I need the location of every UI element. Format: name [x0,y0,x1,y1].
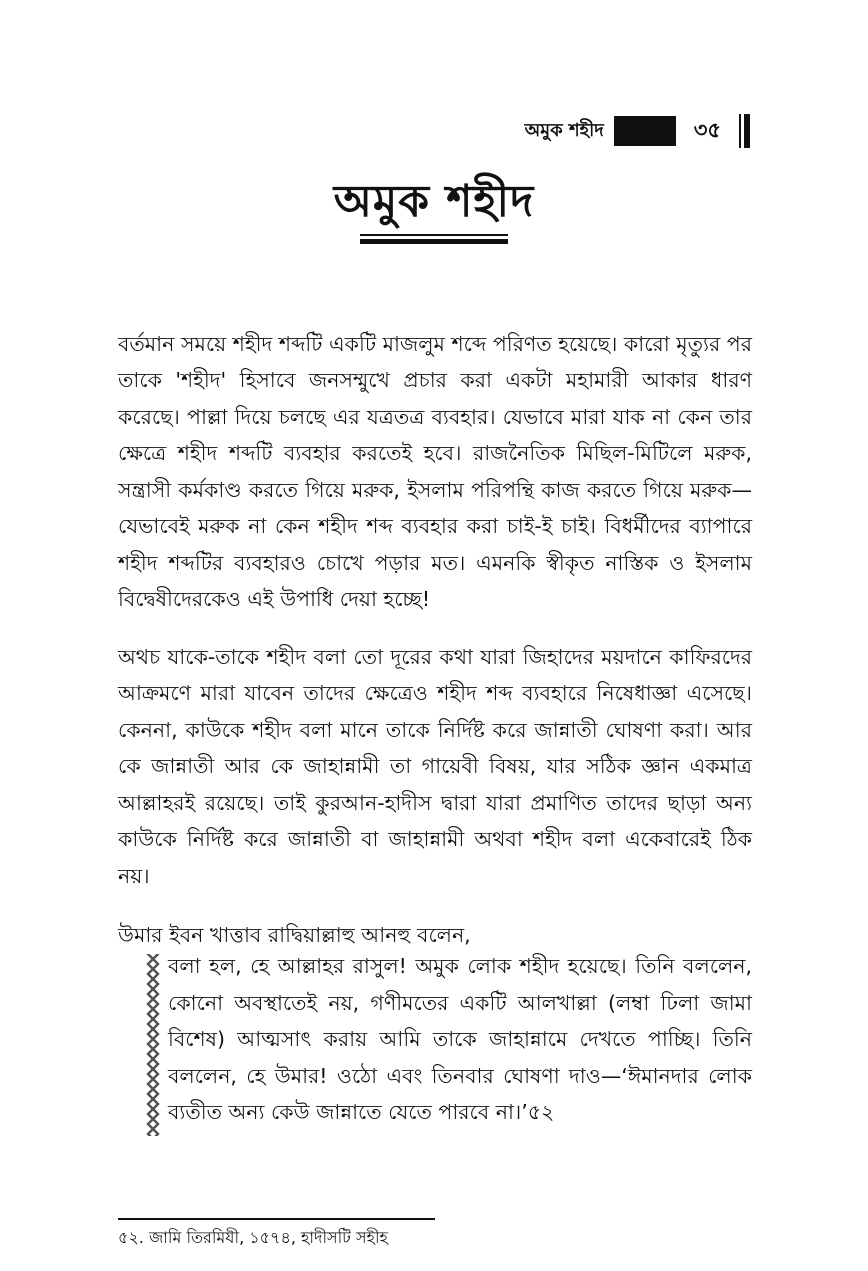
chapter-title-block [0,178,868,244]
paragraph-3: উমার ইবন খাত্তাব রাদ্বিয়াল্লাহু আনহু বলেন, [118,922,471,947]
quote-text: বলা হল, হে আল্লাহর রাসুল! অমুক লোক শহীদ হয়েছে। তিনি বললেন, কোনো অবস্থাতেই নয়, গণীমতের একটি আলখাল্লা (লম্বা ঢিলা জামা বিশেষ) আত্মসাৎ করায় আমি তাকে জাহান্নামে দেখতে পাচ্ছি। তিনি বললেন, হে উমার! ওঠো এবং তিনবার ঘোষণা দাও—‘ঈমানদার লোক ব্যতীত অন্য কেউ জান্নাতে যেতে পারবে না।’৫২ [168,954,752,1124]
header-decorative-bar [614,116,676,146]
page-number: ৩৫ [693,117,721,142]
footnote-divider [118,1218,435,1220]
title-underline [360,234,508,244]
paragraph-1: বর্তমান সময়ে শহীদ শব্দটি একটি মাজলুম শব্দে পরিণত হয়েছে। কারো মৃত্যুর পর তাকে 'শহীদ' হিসাবে জনসম্মুখে প্রচার করা একটা মহামারী আকার ধারণ করেছে। পাল্লা দিয়ে চলছে এর যত্রতত্র ব্যবহার। যেভাবে মারা যাক না কেন তার ক্ষেত্রে শহীদ শব্দটি ব্যবহার করতেই হবে। রাজনৈতিক মিছিল-মিটিলে মরুক, সন্ত্রাসী কর্মকাণ্ড করতে গিয়ে মরুক, ইসলাম পরিপন্থি কাজ করতে গিয়ে মরুক—যেভাবেই মরুক না কেন শহীদ শব্দ ব্যবহার করা চাই-ই চাই। বিধর্মীদের ব্যাপারে শহীদ শব্দটির ব্যবহারও চোখে পড়ার মত। এমনকি স্বীকৃত নাস্তিক ও ইসলাম বিদ্বেষীদেরকেও এই উপাধি দেয়া হচ্ছে! [118,331,752,611]
thin-rule [739,114,741,148]
quote-decorative-border [146,954,160,1136]
paragraph-2: অথচ যাকে-তাকে শহীদ বলা তো দূরের কথা যারা জিহাদের ময়দানে কাফিরদের আক্রমণে মারা যাবেন তাদের ক্ষেত্রেও শহীদ শব্দ ব্যবহারে নিষেধাজ্ঞা এসেছে। কেননা, কাউকে শহীদ বলা মানে তাকে নির্দিষ্ট করে জান্নাতী ঘোষণা করা। আর কে জান্নাতী আর কে জাহান্নামী তা গায়েবী বিষয়, যার সঠিক জ্ঞান একমাত্র আল্লাহরই রয়েছে। তাই কুরআন-হাদীস দ্বারা যারা প্রমাণিত তাদের ছাড়া অন্য কাউকে নির্দিষ্ট করে জান্নাতী বা জাহান্নামী অথবা শহীদ বলা একেবারেই ঠিক নয়। [118,644,752,888]
running-title: অমুক শহীদ [524,119,604,141]
hadith-quote [146,948,752,1131]
thick-rule [744,114,750,148]
chapter-title: অমুক শহীদ [333,176,535,227]
header-rule-marks [739,114,750,148]
footnote: ৫২. জামি তিরমিযী, ১৫৭৪, হাদীসটি সহীহ [118,1228,388,1247]
running-header [525,114,750,148]
